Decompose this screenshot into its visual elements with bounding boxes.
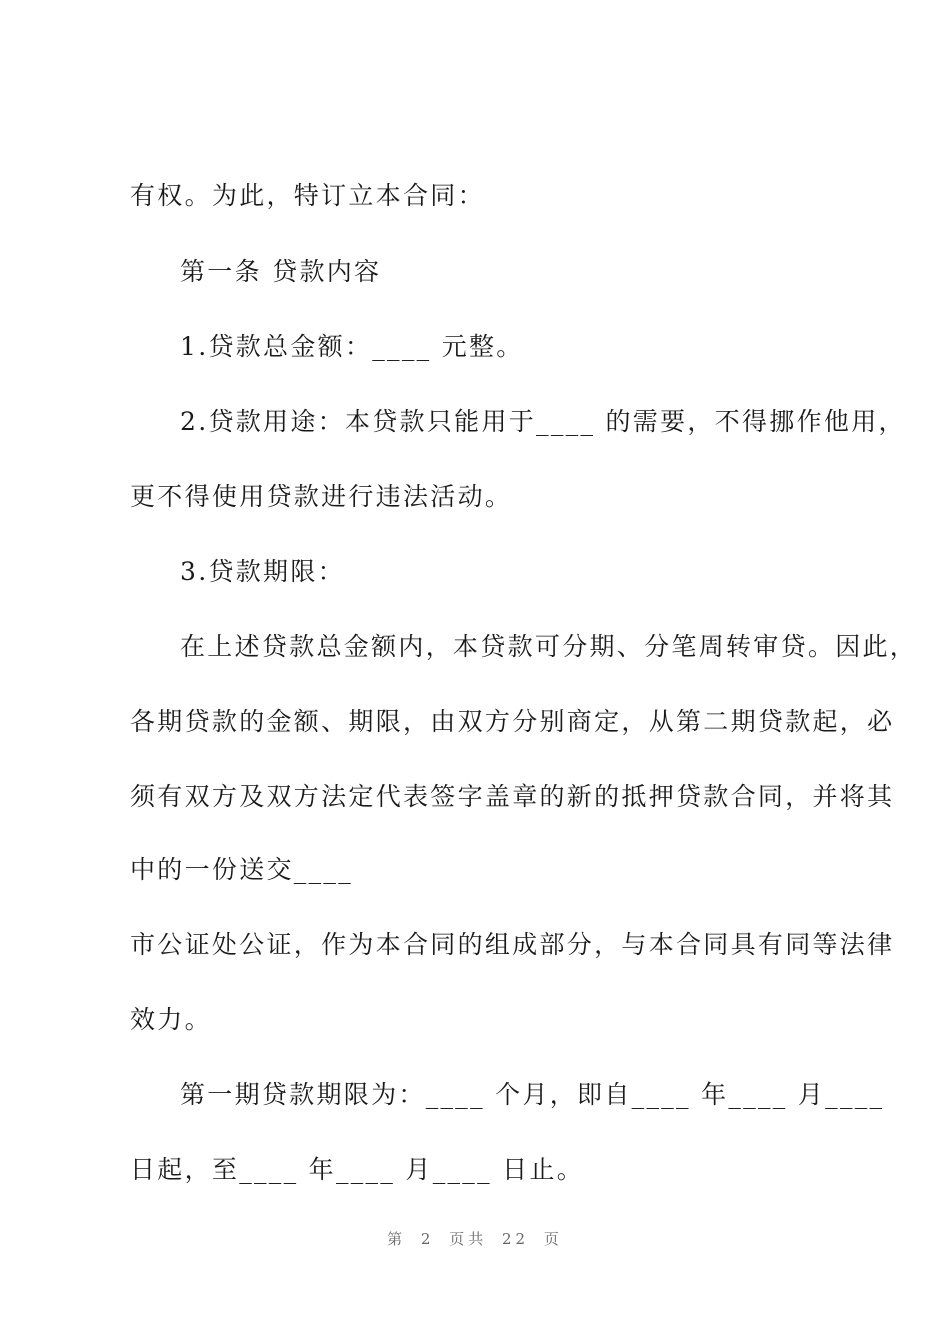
paragraph-line: 在上述贷款总金额内，本贷款可分期、分笔周转审贷。因此，: [180, 632, 918, 661]
paragraph-line: 市公证处公证，作为本合同的组成部分，与本合同具有同等法律: [130, 930, 895, 959]
paragraph-line: 第一期贷款期限为：____ 个月，即自____ 年____ 月____: [180, 1080, 885, 1109]
paragraph-line: 各期贷款的金额、期限，由双方分别商定，从第二期贷款起，必: [130, 707, 895, 736]
paragraph-line: 有权。为此，特订立本合同：: [130, 181, 485, 210]
paragraph-line: 须有双方及双方法定代表签字盖章的新的抵押贷款合同，并将其: [130, 782, 895, 811]
paragraph-line: 3.贷款期限：: [180, 557, 345, 586]
paragraph-line: 1.贷款总金额：____ 元整。: [180, 332, 524, 361]
paragraph-line: 中的一份送交____: [130, 855, 354, 884]
paragraph-line: 更不得使用贷款进行违法活动。: [130, 482, 513, 511]
paragraph-line: 日起，至____ 年____ 月____ 日止。: [130, 1155, 585, 1184]
page-number-footer: 第 2 页共 22 页: [387, 1230, 563, 1248]
article-heading: 第一条 贷款内容: [180, 257, 382, 286]
paragraph-line: 2.贷款用途：本贷款只能用于____ 的需要，不得挪作他用，: [180, 407, 906, 436]
paragraph-line: 效力。: [130, 1005, 212, 1034]
